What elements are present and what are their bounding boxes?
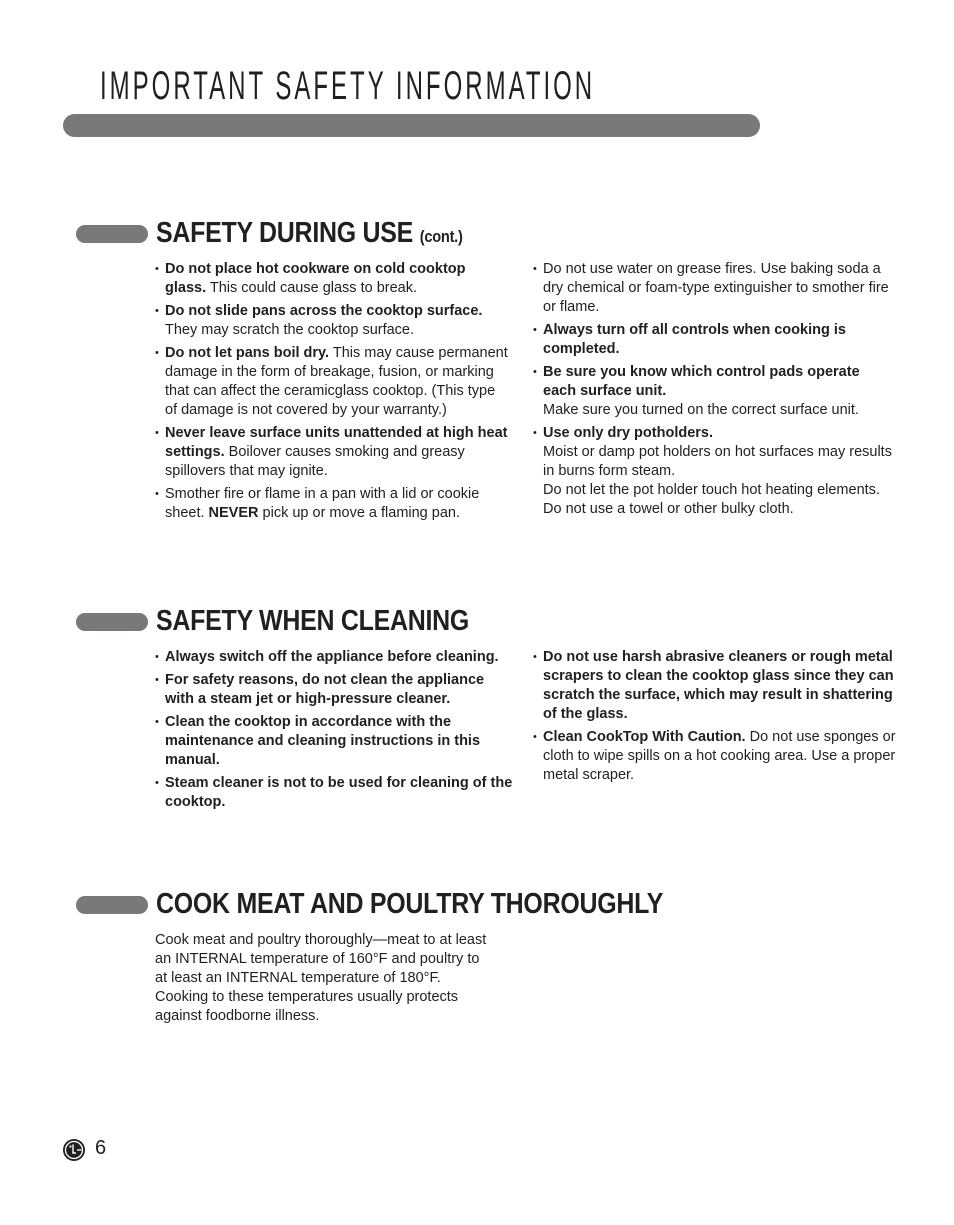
page-title: IMPORTANT SAFETY INFORMATION — [100, 64, 596, 108]
page-number: 6 — [95, 1137, 107, 1159]
list-item: • Do not use water on grease fires. Use baking soda a dry chemical or foam-type extinguisher to smother fire or flame. — [533, 260, 893, 317]
list-item: • Always switch off the appliance before cleaning. — [155, 648, 515, 667]
list-item: • Do not place hot cookware on cold cooktop glass. This could cause glass to break. — [155, 260, 510, 298]
list-item: • Be sure you know which control pads operate each surface unit. Make sure you turned on the correct surface unit. — [533, 363, 893, 420]
section-2-right-column — [533, 648, 898, 789]
section-1-left-column — [155, 260, 510, 527]
section-heading-cook-meat: COOK MEAT AND POULTRY THOROUGHLY — [156, 888, 664, 920]
section-heading-safety-during-use — [156, 217, 463, 250]
list-item: • Clean the cooktop in accordance with the maintenance and cleaning instructions in this manual. — [155, 713, 515, 770]
list-item: • Always turn off all controls when cooking is completed. — [533, 321, 893, 359]
list-item: • For safety reasons, do not clean the appliance with a steam jet or high-pressure cleaner. — [155, 671, 515, 709]
section-1-right-column — [533, 260, 893, 523]
section-marker-pill — [76, 896, 148, 914]
list-item: • Steam cleaner is not to be used for cleaning of the cooktop. — [155, 774, 515, 812]
list-item: • Use only dry potholders. Moist or damp pot holders on hot surfaces may results in burns form steam. Do not let the pot holder touch hot heating elements. Do not use a towel or other bulky cloth. — [533, 424, 893, 519]
lg-logo-icon — [63, 1139, 85, 1161]
title-divider-bar — [63, 114, 760, 137]
list-item: • Smother fire or flame in a pan with a lid or cookie sheet. NEVER pick up or move a flaming pan. — [155, 485, 510, 523]
list-item: • Do not let pans boil dry. This may cause permanent damage in the form of breakage, fusion, or marking that can affect the ceramicglass cooktop. (This type of damage is not covered by your warranty.) — [155, 344, 510, 420]
section-3-paragraph: Cook meat and poultry thoroughly—meat to at least an INTERNAL temperature of 160°F and poultry to at least an INTERNAL temperature of 180°F. Cooking to these temperatures usually protects against foodborne illness. — [155, 932, 487, 1024]
section-heading-safety-when-cleaning: SAFETY WHEN CLEANING — [156, 605, 470, 637]
heading-suffix: (cont.) — [419, 227, 463, 246]
list-item: • Never leave surface units unattended at high heat settings. Boilover causes smoking and greasy spillovers that may ignite. — [155, 424, 510, 481]
heading-text: SAFETY DURING USE — [156, 217, 414, 249]
list-item: • Clean CookTop With Caution. Do not use sponges or cloth to wipe spills on a hot cooking area. Use a proper metal scraper. — [533, 728, 898, 785]
section-marker-pill — [76, 225, 148, 243]
list-item: • Do not slide pans across the cooktop surface. They may scratch the cooktop surface. — [155, 302, 510, 340]
list-item: • Do not use harsh abrasive cleaners or rough metal scrapers to clean the cooktop glass since they can scratch the surface, which may result in shattering of the glass. — [533, 648, 898, 724]
section-marker-pill — [76, 613, 148, 631]
section-2-left-column — [155, 648, 515, 816]
